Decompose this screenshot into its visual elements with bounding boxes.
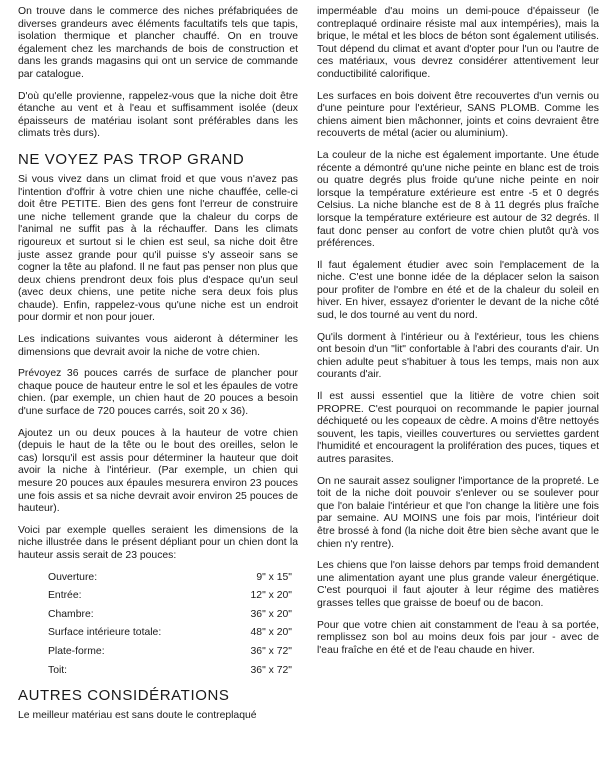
dimension-value: 9" x 15" (256, 571, 292, 583)
paragraph-location: Il faut également étudier avec soin l'emplacement de la niche. C'est une bonne idée de la déplacer selon la saison pour profiter de l'ombre en été et de la chaleur du soleil en hiver. En hiver, essayez d'orienter le devant de la niche côté sud, le dos tourné au vent du nord. (317, 259, 599, 322)
paragraph-lead-free-paint: Les surfaces en bois doivent être recouvertes d'un vernis ou d'une peinture pour l'extérieur, SANS PLOMB. Comme les chiens aiment bien mâchonner, joints et coins devraient être recouverts de métal (acier ou aluminium). (317, 90, 599, 140)
dimension-row (18, 627, 298, 640)
dimension-row (18, 572, 298, 585)
dimension-label: Ouverture: (48, 571, 98, 583)
dimension-value: 36" x 72" (250, 645, 292, 657)
paragraph-best-material: Le meilleur matériau est sans doute le contreplaqué (18, 710, 257, 722)
paragraph-insulation: D'où qu'elle provienne, rappelez-vous que la niche doit être étanche au vent et à l'eau et suffisamment isolée (deux épaisseurs de matériau isolant sont préférables dans les climats très durs). (18, 90, 298, 140)
paragraph-water: Pour que votre chien ait constamment de l'eau à sa portée, remplissez son bol au moins deux fois par jour - avec de l'eau fraîche en été et de l'eau chaude en hiver. (317, 619, 599, 656)
dimension-value: 36" x 20" (250, 608, 292, 620)
dimension-label: Entrée: (48, 590, 82, 602)
dimension-row (18, 646, 298, 659)
dimension-label: Toit: (48, 664, 68, 676)
dimension-row (18, 665, 298, 678)
paragraph-indications: Les indications suivantes vous aideront à déterminer les dimensions que devrait avoir la niche de votre chien. (18, 334, 298, 358)
paragraph-cleanliness: On ne saurait assez souligner l'importance de la propreté. Le toit de la niche doit pouvoir s'enlever ou se soulever pour que l'on balaie l'intérieur et que l'on change la litière une fois par semaine. AU MOINS une fois par mois, l'intérieur doit être brossé à fond (la niche doit être bien sèche avant que le chien n'y rentre). (317, 475, 599, 550)
paragraph-height: Ajoutez un ou deux pouces à la hauteur de votre chien (depuis le haut de la tête ou le bout des oreilles, selon le cas) lorsqu'il est assis pour déterminer la hauteur que doit avoir la niche à l'intérieur. (Par exemple, un chien qui mesure 20 pouces aux épaules mesurera environ 23 pouces une fois assis et sa niche devrait avoir environ 25 pouces de hauteur). (18, 427, 298, 515)
dimension-label: Surface intérieure totale: (48, 627, 162, 639)
paragraph-color: La couleur de la niche est également importante. Une étude récente a démontré qu'une niche peinte en blanc est de trois ou quatre degrés plus froide qu'une niche peinte en noir lorsque la température extérieure est entre -5 et 0 degrés Celsius. La niche blanche est de 8 à 11 degrés plus fraîche lorsque la température extérieure est autour de 32 degrés. Il faut donc penser au confort de votre chien plutôt qu'à vos préférences. (317, 149, 599, 250)
paragraph-clean-litter: Il est aussi essentiel que la litière de votre chien soit PROPRE. C'est pourquoi on recommande le papier journal déchiqueté ou les copeaux de cèdre. A moins d'être nettoyés souvent, les tapis, vieilles couvertures ou serviettes gardent l'humidité et encouragent la prolifération des puces, tiques et autres parasites. (317, 391, 599, 465)
heading-other-considerations: AUTRES CONSIDÉRATIONS (18, 687, 230, 705)
dimensions-list (18, 572, 298, 678)
dimension-value: 48" x 20" (250, 627, 292, 639)
paragraph-food: Les chiens que l'on laisse dehors par temps froid demandent une alimentation ayant une plus grande valeur énergétique. C'est pourquoi il faut ajouter à leur régime des matières grasses telles que graisse de boeuf ou de bacon. (317, 560, 599, 609)
paragraph-example-dims: Voici par exemple quelles seraient les dimensions de la niche illustrée dans le présent dépliant pour un chien dont la hauteur assis serait de 23 pouces: (18, 524, 298, 561)
dimension-value: 36" x 72" (250, 664, 292, 676)
paragraph-bed: Qu'ils dorment à l'intérieur ou à l'extérieur, tous les chiens ont besoin d'un "lit" confortable à l'abri des courants d'air. Un chien adulte peut s'habituer à tous les temps, mais non aux courants d'air. (317, 331, 599, 381)
dimension-row (18, 590, 298, 603)
paragraph-prefab-niches: On trouve dans le commerce des niches préfabriquées de diverses grandeurs avec éléments facultatifs tels que tapis, isolation thermique et plancher chauffé. On en trouve également chez les marchands de bois de construction et dans les grands magasins qui ont un service de commande par catalogue. (18, 6, 298, 80)
heading-not-too-big: NE VOYEZ PAS TROP GRAND (18, 150, 245, 168)
paragraph-floor-surface: Prévoyez 36 pouces carrés de surface de plancher pour chaque pouce de hauteur entre le sol et les épaules de votre chien. (par exemple, un chien haut de 20 pouces a besoin d'une surface de 720 pouces carrés, soit 20 x 36). (18, 368, 298, 418)
paragraph-plywood: imperméable d'au moins un demi-pouce d'épaisseur (le contreplaqué ordinaire résiste mal aux intempéries), mais la brique, le métal et les blocs de béton sont également utilisés. Tout dépend du climat et avant d'opter pour l'un ou l'autre de ces matériaux, vous devrez considérer attentivement leur conductibilité calorifique. (317, 6, 599, 80)
dimension-label: Chambre: (48, 608, 94, 620)
dimension-value: 12" x 20" (250, 590, 292, 602)
left-column (18, 6, 298, 732)
dimension-label: Plate-forme: (48, 645, 105, 657)
paragraph-small-niche: Si vous vivez dans un climat froid et que vous n'avez pas l'intention d'offrir à votre chien une niche chauffée, celle-ci doit être PETITE. Bien des gens font l'erreur de construire une niche tellement grande que la chaleur du corps de l'animal ne suffit pas à la réchauffer. Dans les climats rigoureux et surtout si le chien est seul, sa niche doit être juste assez grande pour qu'il puisse s'y asseoir sans se cogner la tête au plafond. Il ne faut pas penser non plus que deux chiens prendront deux fois plus d'espace qu'un seul (avec deux chiens, une petite niche sera deux fois plus chaude). Enfin, rappelez-vous qu'une niche est un endroit pour dormir et non pour jouer. (18, 173, 298, 324)
dimension-row (18, 609, 298, 622)
right-column (317, 6, 599, 666)
